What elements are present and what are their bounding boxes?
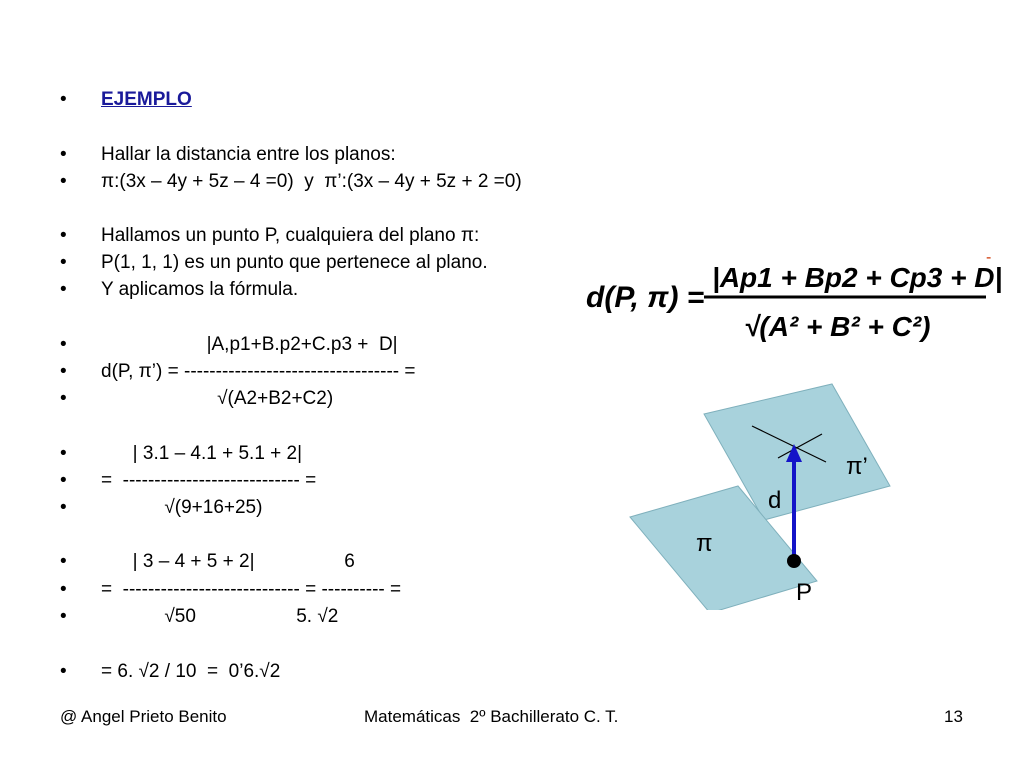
bullet-dot: • (60, 443, 67, 464)
bullet-text: Y aplicamos la fórmula. (101, 279, 299, 300)
bullet-line (0, 332, 398, 358)
bullet-dot: • (60, 334, 67, 355)
formula-dash: - (986, 252, 992, 266)
bullet-text: Hallamos un punto P, cualquiera del plano π: (101, 225, 480, 246)
bullet-text: √50 5. √2 (101, 606, 339, 627)
bullet-line (0, 441, 303, 467)
bullet-line (0, 87, 192, 113)
formula-denominator: √(A² + B² + C²) (744, 311, 931, 342)
distance-formula (584, 252, 1004, 344)
bullet-dot: • (60, 89, 67, 110)
bullet-text: π:(3x – 4y + 5z – 4 =0) y π’:(3x – 4y + 5z + 2 =0) (101, 171, 522, 192)
bullet-line (0, 495, 263, 521)
formula-lhs: d(P, π) = (586, 281, 705, 314)
footer-course: Matemáticas 2º Bachillerato C. T. (364, 707, 619, 726)
bullet-line (0, 277, 299, 303)
label-pi-prime: π’ (846, 453, 868, 480)
bullet-dot: • (60, 279, 67, 300)
bullet-line (0, 386, 334, 412)
bullet-dot: • (60, 579, 67, 600)
bullet-line (0, 169, 522, 195)
bullet-text: √(9+16+25) (101, 497, 263, 518)
label-d: d (768, 487, 782, 514)
bullet-text: = 6. √2 / 10 = 0’6.√2 (101, 661, 281, 682)
bullet-line (0, 359, 416, 385)
footer-page-number: 13 (944, 707, 963, 726)
bullet-dot: • (60, 661, 67, 682)
bullet-text: | 3 – 4 + 5 + 2| 6 (101, 551, 355, 572)
example-heading: EJEMPLO (101, 89, 192, 110)
bullet-dot: • (60, 361, 67, 382)
bullet-text: d(P, π’) = ---------------------------------- = (101, 361, 416, 382)
bullet-line (0, 250, 488, 276)
planes-diagram (600, 370, 900, 610)
bullet-dot: • (60, 252, 67, 273)
bullet-text: = ---------------------------- = ---------- = (101, 579, 402, 600)
formula-numerator: |Ap1 + Bp2 + Cp3 + D| (712, 262, 1003, 293)
bullet-text: | 3.1 – 4.1 + 5.1 + 2| (101, 443, 303, 464)
bullet-line (0, 223, 480, 249)
bullet-dot: • (60, 225, 67, 246)
bullet-dot: • (60, 144, 67, 165)
label-pi: π (696, 530, 713, 557)
bullet-dot: • (60, 171, 67, 192)
bullet-line (0, 604, 339, 630)
bullet-text: P(1, 1, 1) es un punto que pertenece al plano. (101, 252, 488, 273)
bullet-dot: • (60, 606, 67, 627)
label-p: P (796, 579, 813, 606)
bullet-text: = ---------------------------- = (101, 470, 317, 491)
bullet-text: √(A2+B2+C2) (101, 388, 334, 409)
bullet-text: |A,p1+B.p2+C.p3 + D| (101, 334, 398, 355)
footer-author: @ Angel Prieto Benito (60, 707, 227, 726)
bullet-line (0, 659, 281, 685)
bullet-dot: • (60, 551, 67, 572)
bullet-dot: • (60, 470, 67, 491)
bullet-line (0, 142, 396, 168)
bullet-line (0, 577, 402, 603)
bullet-line (0, 468, 317, 494)
bullet-dot: • (60, 497, 67, 518)
point-p-marker (787, 554, 801, 568)
bullet-dot: • (60, 388, 67, 409)
bullet-line (0, 549, 355, 575)
bullet-text: Hallar la distancia entre los planos: (101, 144, 396, 165)
